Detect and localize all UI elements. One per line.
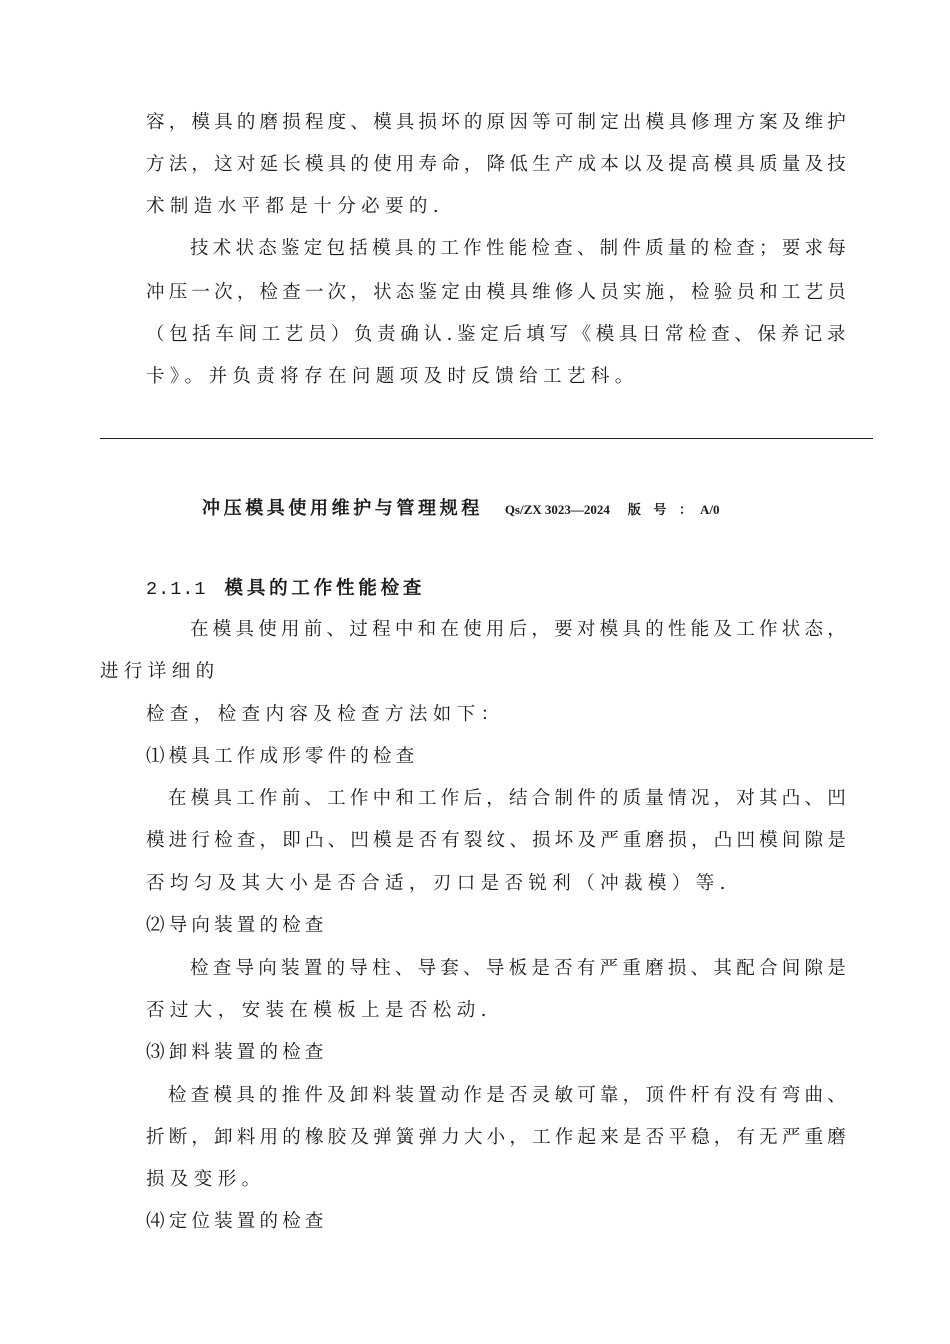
paragraph-line: 冲压一次，检查一次，状态鉴定由模具维修人员实施，检验员和工艺员: [146, 282, 850, 303]
version-label: 版 号 ：: [627, 503, 696, 518]
paragraph-line: 折断，卸料用的橡胶及弹簧弹力大小，工作起来是否平稳，有无严重磨: [146, 1127, 850, 1148]
version-value: A/0: [699, 502, 720, 517]
document-header: [202, 494, 719, 520]
paragraph-line: 否过大，安装在模板上是否松动.: [146, 1000, 492, 1021]
paragraph-line: 检查导向装置的导柱、导套、导板是否有严重磨损、其配合间隙是: [190, 958, 850, 979]
paragraph-line: 进行详细的: [100, 661, 220, 682]
paragraph-line: 在模具工作前、工作中和工作后，结合制件的质量情况，对其凸、凹: [168, 788, 850, 809]
item-heading: ⑴模具工作成形零件的检查: [146, 746, 419, 767]
document-name: 冲压模具使用维护与管理规程: [202, 498, 483, 519]
item-heading: ⑵导向装置的检查: [146, 915, 328, 936]
paragraph-line: 卡》。并负责将存在问题项及时反馈给工艺科。: [146, 366, 639, 387]
paragraph-line: 技术状态鉴定包括模具的工作性能检查、制件质量的检查；要求每: [190, 238, 850, 259]
paragraph-line: 否均匀及其大小是否合适，刃口是否锐利（冲裁模）等.: [146, 873, 731, 894]
paragraph-line: 检查模具的推件及卸料装置动作是否灵敏可靠，顶件杆有没有弯曲、: [168, 1085, 850, 1106]
paragraph-line: 检查，检查内容及检查方法如下：: [146, 704, 505, 725]
section-number: 2.1.1: [146, 579, 207, 600]
paragraph-line: 损及变形。: [146, 1169, 266, 1190]
header-divider: [100, 438, 873, 439]
paragraph-line: 在模具使用前、过程中和在使用后，要对模具的性能及工作状态，: [190, 619, 850, 640]
paragraph-line: 容，模具的磨损程度、模具损坏的原因等可制定出模具修理方案及维护: [146, 112, 850, 133]
paragraph-line: 模进行检查，即凸、凹模是否有裂纹、损坏及严重磨损，凸凹模间隙是: [146, 830, 850, 851]
paragraph-line: 术制造水平都是十分必要的.: [146, 196, 445, 217]
section-heading: [146, 580, 425, 600]
document-code: Qs/ZX 3023—2024: [504, 502, 610, 517]
paragraph-line: （包括车间工艺员）负责确认.鉴定后填写《模具日常检查、保养记录: [146, 324, 850, 345]
item-heading: ⑷定位装置的检查: [146, 1211, 328, 1232]
paragraph-line: 方法，这对延长模具的使用寿命，降低生产成本以及提高模具质量及技: [146, 154, 850, 175]
section-title: 模具的工作性能检查: [224, 578, 426, 599]
item-heading: ⑶卸料装置的检查: [146, 1042, 328, 1063]
